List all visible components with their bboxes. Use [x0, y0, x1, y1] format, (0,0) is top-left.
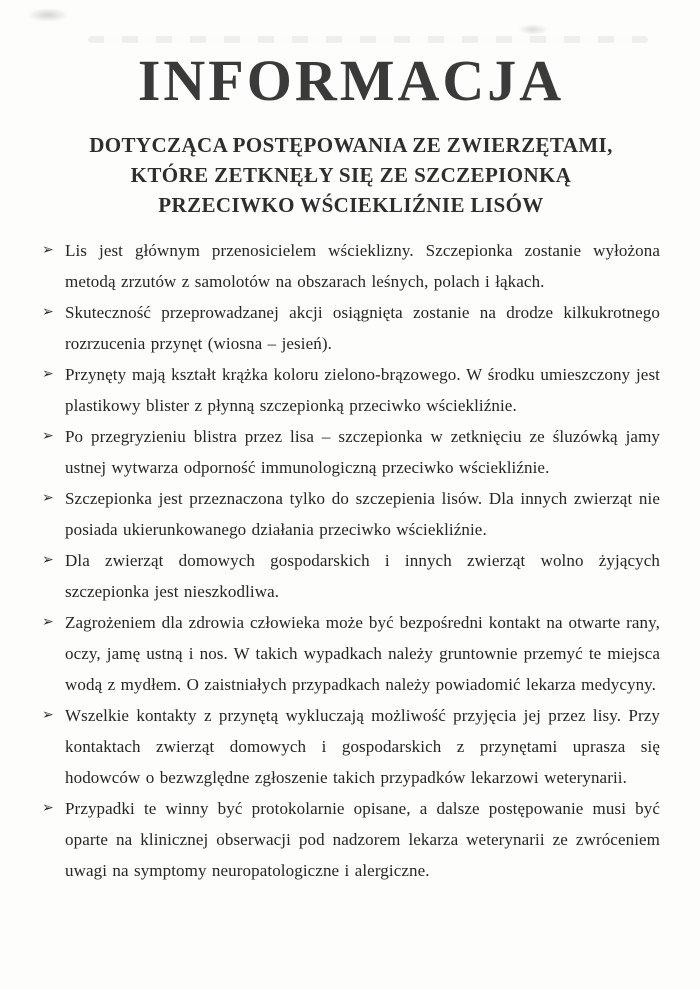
arrow-bullet-icon: ➢	[42, 366, 54, 382]
arrow-bullet-icon: ➢	[42, 428, 54, 444]
list-item-text: Przypadki te winny być protokolarnie opisane, a dalsze postępowanie musi być oparte na klinicznej obserwacji pod nadzorem lekarza weterynarii ze zwróceniem uwagi na symptomy neuropatologiczne i alergiczne.	[65, 799, 660, 880]
list-item-text: Dla zwierząt domowych gospodarskich i innych zwierząt wolno żyjących szczepionka jest nieszkodliwa.	[65, 551, 660, 601]
list-item-text: Szczepionka jest przeznaczona tylko do szczepienia lisów. Dla innych zwierząt nie posiada ukierunkowanego działania przeciwko wściekliźnie.	[65, 489, 660, 539]
scan-smudge-icon	[518, 24, 548, 35]
list-item	[42, 700, 660, 793]
arrow-bullet-icon: ➢	[42, 552, 54, 568]
scan-smudge-icon	[28, 8, 68, 22]
list-item-text: Lis jest głównym przenosicielem wścieklizny. Szczepionka zostanie wyłożona metodą zrzutów z samolotów na obszarach leśnych, polach i łąkach.	[65, 241, 660, 291]
list-item-text: Przynęty mają kształt krążka koloru zielono-brązowego. W środku umieszczony jest plastikowy blister z płynną szczepionką przeciwko wściekliźnie.	[65, 365, 660, 415]
arrow-bullet-icon: ➢	[42, 490, 54, 506]
list-item-text: Zagrożeniem dla zdrowia człowieka może być bezpośredni kontakt na otwarte rany, oczy, jamę ustną i nos. W takich wypadkach należy gruntownie przemyć te miejsca wodą z mydłem. O zaistniałych przypadkach należy powiadomić lekarza medycyny.	[65, 613, 660, 694]
list-item	[42, 235, 660, 297]
list-item-text: Wszelkie kontakty z przynętą wykluczają możliwość przyjęcia jej przez lisy. Przy kontaktach zwierząt domowych i gospodarskich z przynętami uprasza się hodowców o bezwzględne zgłoszenie takich przypadków lekarzowi weterynarii.	[65, 706, 660, 787]
scan-streak-icon	[88, 36, 648, 43]
page-title: INFORMACJA	[137, 48, 565, 113]
bullet-list	[42, 235, 660, 886]
page-subtitle: DOTYCZĄCA POSTĘPOWANIA ZE ZWIERZĘTAMI, KTÓRE ZETKNĘŁY SIĘ ZE SZCZEPIONKĄ PRZECIWKO WŚCIEKLIŹNIE LISÓW	[89, 133, 613, 217]
list-item	[42, 793, 660, 886]
list-item	[42, 607, 660, 700]
list-item-text: Po przegryzieniu blistra przez lisa – szczepionka w zetknięciu ze śluzówką jamy ustnej wytwarza odporność immunologiczną przeciwko wściekliźnie.	[65, 427, 660, 477]
arrow-bullet-icon: ➢	[42, 242, 54, 258]
arrow-bullet-icon: ➢	[42, 707, 54, 723]
list-item	[42, 421, 660, 483]
list-item	[42, 483, 660, 545]
list-item	[42, 297, 660, 359]
list-item	[42, 359, 660, 421]
arrow-bullet-icon: ➢	[42, 304, 54, 320]
list-item	[42, 545, 660, 607]
list-item-text: Skuteczność przeprowadzanej akcji osiągnięta zostanie na drodze kilkukrotnego rozrzucenia przynęt (wiosna – jesień).	[65, 303, 660, 353]
arrow-bullet-icon: ➢	[42, 614, 54, 630]
arrow-bullet-icon: ➢	[42, 800, 54, 816]
